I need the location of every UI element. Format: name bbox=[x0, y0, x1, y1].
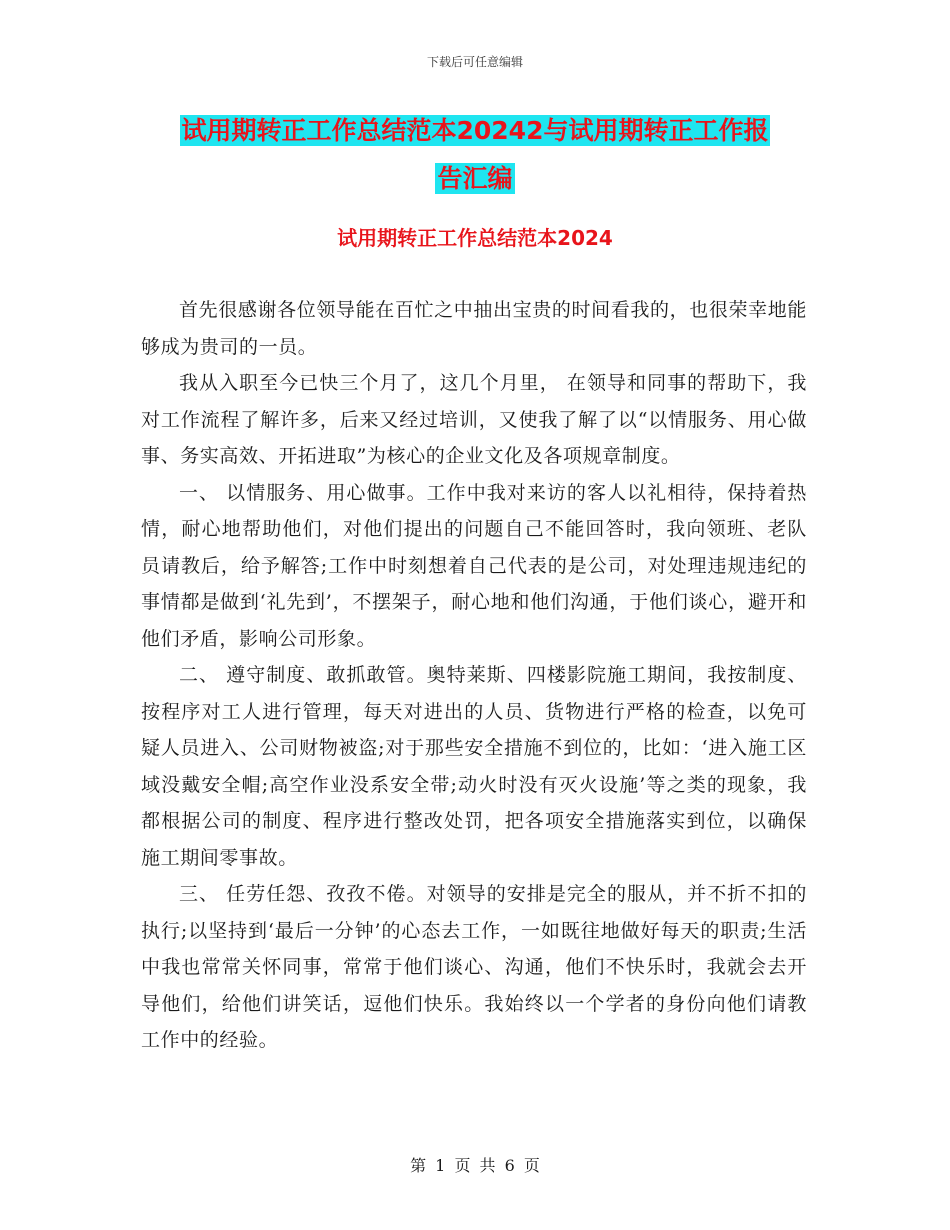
paragraph: 二、 遵守制度、敢抓敢管。奥特莱斯、四楼影院施工期间，我按制度、按程序对工人进行管理，每天对进出的人员、货物进行严格的检查，以免可疑人员进入、公司财物被盗;对于那些安全措施不到位的，比如：‘进入施工区域没戴安全帽;高空作业没系安全带;动火时没有灭火设施’等之类的现象，我都根据公司的制度、程序进行整改处罚，把各项安全措施落实到位，以确保施工期间零事故。 bbox=[141, 664, 807, 869]
page-footer: 第 1 页 共 6 页 bbox=[410, 1156, 540, 1175]
paragraph: 三、 任劳任怨、孜孜不倦。对领导的安排是完全的服从，并不折不扣的执行;以坚持到‘最后一分钟’的心态去工作，一如既往地做好每天的职责;生活中我也常常关怀同事，常常于他们谈心、沟通，他们不快乐时，我就会去开导他们，给他们讲笑话，逗他们快乐。我始终以一个学者的身份向他们请教工作中的经验。 bbox=[141, 883, 807, 1051]
paragraph: 我从入职至今已快三个月了，这几个月里， 在领导和同事的帮助下，我对工作流程了解许多，后来又经过培训，又使我了解了以“以情服务、用心做事、务实高效、开拓进取”为核心的企业文化及各项规章制度。 bbox=[141, 372, 807, 467]
paragraph: 首先很感谢各位领导能在百忙之中抽出宝贵的时间看我的，也很荣幸地能够成为贵司的一员。 bbox=[141, 299, 807, 358]
paragraph: 一、 以情服务、用心做事。工作中我对来访的客人以礼相待，保持着热情，耐心地帮助他们，对他们提出的问题自己不能回答时，我向领班、老队员请教后，给予解答;工作中时刻想着自己代表的是公司，对处理违规违纪的事情都是做到‘礼先到’，不摆架子，耐心地和他们沟通，于他们谈心，避开和他们矛盾，影响公司形象。 bbox=[141, 481, 807, 650]
document-title-line-2: 告汇编 bbox=[437, 164, 513, 193]
document-title bbox=[150, 107, 800, 203]
section-title: 试用期转正工作总结范本2024 bbox=[337, 226, 613, 250]
document-body bbox=[141, 292, 807, 1059]
header-note: 下载后可任意编辑 bbox=[426, 55, 523, 69]
document-title-line-1: 试用期转正工作总结范本20242与试用期转正工作报 bbox=[181, 116, 769, 145]
